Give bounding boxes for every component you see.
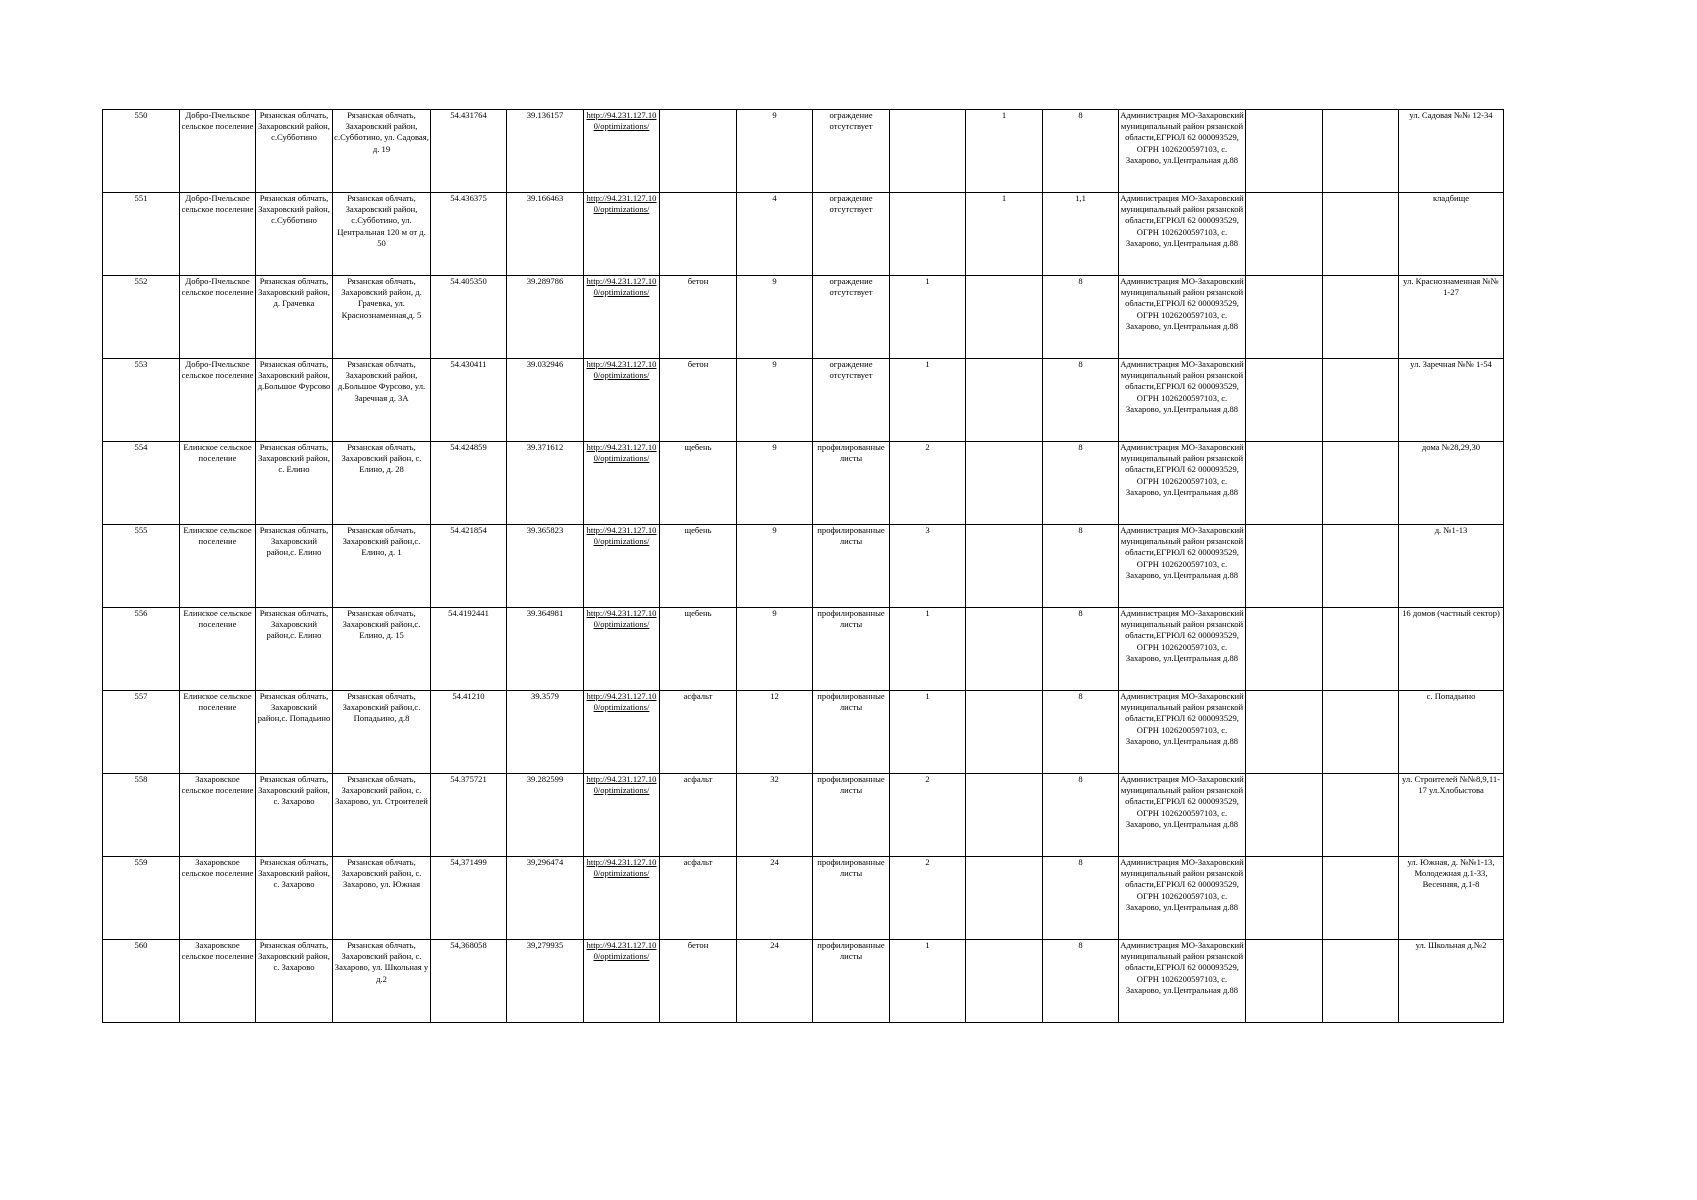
table-row [103,276,1504,359]
settlement-cell: Елинское сельское поселение [180,691,256,774]
settlement-cell: Добро-Пчельское сельское поселение [180,359,256,442]
link-cell [584,774,660,857]
bins-count-cell [966,857,1043,940]
settlement-cell: Добро-Пчельское сельское поселение [180,276,256,359]
optimizations-link[interactable]: http://94.231.127.10 0/optimizations/ [586,110,657,132]
longitude-cell: 39.136157 [507,110,584,193]
owner-cell: Администрация МО-Захаровский муниципальный район рязанской области,ЕГРЮЛ 62 000093529, ОГРН 1026200597103, с. Захарово, ул.Центральная д.88 [1119,940,1246,1023]
bins-count-cell [966,691,1043,774]
surface-cell: асфальт [660,774,737,857]
volume-cell: 8 [1043,276,1119,359]
row-number-cell: 556 [103,608,180,691]
bins-count-cell [966,940,1043,1023]
longitude-cell: 39.032946 [507,359,584,442]
table-row [103,525,1504,608]
locality-cell: Рязанская облчать, Захаровский район, с. Елино [256,442,333,525]
empty-cell [1246,110,1323,193]
containers-count-cell [890,193,966,276]
locality-cell: Рязанская облчать, Захаровский район,с. Попадьино [256,691,333,774]
bins-count-cell [966,276,1043,359]
containers-count-cell: 3 [890,525,966,608]
owner-cell: Администрация МО-Захаровский муниципальный район рязанской области,ЕГРЮЛ 62 000093529, ОГРН 1026200597103, с. Захарово, ул.Центральная д.88 [1119,691,1246,774]
area-cell: 12 [737,691,813,774]
empty-cell [1323,193,1399,276]
empty-cell [1246,608,1323,691]
latitude-cell: 54.431764 [431,110,507,193]
waste-sources-cell: ул. Строителей №№8,9,11-17 ул.Хлобыстова [1399,774,1504,857]
longitude-cell: 39,279935 [507,940,584,1023]
settlement-cell: Добро-Пчельское сельское поселение [180,193,256,276]
link-cell [584,442,660,525]
locality-cell: Рязанская облчать, Захаровский район,с. Елино [256,608,333,691]
link-cell [584,691,660,774]
latitude-cell: 54.430411 [431,359,507,442]
empty-cell [1323,276,1399,359]
owner-cell: Администрация МО-Захаровский муниципальный район рязанской области,ЕГРЮЛ 62 000093529, ОГРН 1026200597103, с. Захарово, ул.Центральная д.88 [1119,110,1246,193]
row-number-cell: 558 [103,774,180,857]
surface-cell: щебень [660,608,737,691]
longitude-cell: 39.289786 [507,276,584,359]
bins-count-cell: 1 [966,110,1043,193]
locality-cell: Рязанская облчать, Захаровский район, с. Захарово [256,857,333,940]
area-cell: 9 [737,359,813,442]
surface-cell: бетон [660,359,737,442]
latitude-cell: 54.4192441 [431,608,507,691]
optimizations-link[interactable]: http://94.231.127.10 0/optimizations/ [586,359,657,381]
bins-count-cell [966,608,1043,691]
address-cell: Рязанская облчать, Захаровский район, с. Елино, д. 28 [333,442,431,525]
latitude-cell: 54.41210 [431,691,507,774]
surface-cell: щебень [660,442,737,525]
owner-cell: Администрация МО-Захаровский муниципальный район рязанской области,ЕГРЮЛ 62 000093529, ОГРН 1026200597103, с. Захарово, ул.Центральная д.88 [1119,525,1246,608]
row-number-cell: 560 [103,940,180,1023]
latitude-cell: 54,371499 [431,857,507,940]
locality-cell: Рязанская облчать, Захаровский район, с. Захарово [256,774,333,857]
containers-count-cell: 1 [890,276,966,359]
surface-cell [660,110,737,193]
address-cell: Рязанская облчать, Захаровский район, с. Захарово, ул. Школьная у д.2 [333,940,431,1023]
settlement-cell: Елинское сельское поселение [180,442,256,525]
owner-cell: Администрация МО-Захаровский муниципальный район рязанской области,ЕГРЮЛ 62 000093529, ОГРН 1026200597103, с. Захарово, ул.Центральная д.88 [1119,442,1246,525]
fence-cell: профилированные листы [813,442,890,525]
longitude-cell: 39.371612 [507,442,584,525]
table-row [103,691,1504,774]
settlement-cell: Захаровское сельское поселение [180,940,256,1023]
table-row [103,442,1504,525]
area-cell: 24 [737,857,813,940]
fence-cell: профилированные листы [813,940,890,1023]
empty-cell [1246,774,1323,857]
address-cell: Рязанская облчать, Захаровский район, с.Субботино, ул. Центральная 120 м от д. 50 [333,193,431,276]
empty-cell [1246,940,1323,1023]
longitude-cell: 39.365823 [507,525,584,608]
area-cell: 4 [737,193,813,276]
row-number-cell: 551 [103,193,180,276]
fence-cell: профилированные листы [813,691,890,774]
owner-cell: Администрация МО-Захаровский муниципальный район рязанской области,ЕГРЮЛ 62 000093529, ОГРН 1026200597103, с. Захарово, ул.Центральная д.88 [1119,193,1246,276]
locality-cell: Рязанская облчать, Захаровский район, д. Грачевка [256,276,333,359]
volume-cell: 8 [1043,857,1119,940]
address-cell: Рязанская облчать, Захаровский район,с. Попадьино, д.8 [333,691,431,774]
settlement-cell: Елинское сельское поселение [180,608,256,691]
owner-cell: Администрация МО-Захаровский муниципальный район рязанской области,ЕГРЮЛ 62 000093529, ОГРН 1026200597103, с. Захарово, ул.Центральная д.88 [1119,608,1246,691]
address-cell: Рязанская облчать, Захаровский район, с. Захарово, ул. Строителей [333,774,431,857]
empty-cell [1323,525,1399,608]
empty-cell [1246,691,1323,774]
volume-cell: 8 [1043,940,1119,1023]
address-cell: Рязанская облчать, Захаровский район,с. Елино, д. 1 [333,525,431,608]
latitude-cell: 54.436375 [431,193,507,276]
containers-count-cell: 2 [890,442,966,525]
table-row [103,193,1504,276]
empty-cell [1323,857,1399,940]
surface-cell [660,193,737,276]
owner-cell: Администрация МО-Захаровский муниципальный район рязанской области,ЕГРЮЛ 62 000093529, ОГРН 1026200597103, с. Захарово, ул.Центральная д.88 [1119,359,1246,442]
link-cell [584,193,660,276]
optimizations-link[interactable]: http://94.231.127.10 0/optimizations/ [586,857,657,879]
containers-count-cell: 1 [890,691,966,774]
fence-cell: профилированные листы [813,857,890,940]
table-row [103,774,1504,857]
empty-cell [1246,442,1323,525]
area-cell: 9 [737,442,813,525]
volume-cell: 8 [1043,110,1119,193]
containers-count-cell: 1 [890,940,966,1023]
latitude-cell: 54,368058 [431,940,507,1023]
link-cell [584,276,660,359]
surface-cell: бетон [660,276,737,359]
fence-cell: ограждение отсутствует [813,359,890,442]
longitude-cell: 39.3579 [507,691,584,774]
empty-cell [1246,276,1323,359]
empty-cell [1246,525,1323,608]
waste-sites-table [102,109,1504,1023]
surface-cell: асфальт [660,691,737,774]
volume-cell: 8 [1043,774,1119,857]
volume-cell: 8 [1043,525,1119,608]
longitude-cell: 39.166463 [507,193,584,276]
waste-sources-cell: с. Попадьино [1399,691,1504,774]
bins-count-cell [966,525,1043,608]
settlement-cell: Захаровское сельское поселение [180,857,256,940]
latitude-cell: 54.421854 [431,525,507,608]
link-cell [584,940,660,1023]
link-cell [584,857,660,940]
empty-cell [1246,857,1323,940]
empty-cell [1323,110,1399,193]
waste-sources-cell: 16 домов (частный сектор) [1399,608,1504,691]
address-cell: Рязанская облчать, Захаровский район, с.Субботино, ул. Садовая, д. 19 [333,110,431,193]
containers-count-cell: 1 [890,608,966,691]
waste-sources-cell: кладбище [1399,193,1504,276]
surface-cell: асфальт [660,857,737,940]
bins-count-cell [966,774,1043,857]
row-number-cell: 550 [103,110,180,193]
locality-cell: Рязанская облчать, Захаровский район,с. Елино [256,525,333,608]
empty-cell [1323,442,1399,525]
optimizations-link[interactable]: http://94.231.127.10 0/optimizations/ [586,940,657,962]
bins-count-cell: 1 [966,193,1043,276]
longitude-cell: 39,296474 [507,857,584,940]
fence-cell: профилированные листы [813,525,890,608]
owner-cell: Администрация МО-Захаровский муниципальный район рязанской области,ЕГРЮЛ 62 000093529, ОГРН 1026200597103, с. Захарово, ул.Центральная д.88 [1119,276,1246,359]
row-number-cell: 557 [103,691,180,774]
area-cell: 9 [737,525,813,608]
settlement-cell: Добро-Пчельское сельское поселение [180,110,256,193]
latitude-cell: 54.405350 [431,276,507,359]
optimizations-link[interactable]: http://94.231.127.10 0/optimizations/ [586,442,657,464]
longitude-cell: 39.282599 [507,774,584,857]
row-number-cell: 559 [103,857,180,940]
locality-cell: Рязанская облчать, Захаровский район, д.Большое Фурсово [256,359,333,442]
address-cell: Рязанская облчать, Захаровский район, с. Захарово, ул. Южная [333,857,431,940]
table-row [103,940,1504,1023]
volume-cell: 8 [1043,608,1119,691]
bins-count-cell [966,359,1043,442]
empty-cell [1323,940,1399,1023]
empty-cell [1246,193,1323,276]
optimizations-link[interactable]: http://94.231.127.10 0/optimizations/ [586,525,657,547]
table-row [103,608,1504,691]
waste-sources-cell: дома №28,29,30 [1399,442,1504,525]
table-row [103,359,1504,442]
empty-cell [1323,608,1399,691]
settlement-cell: Захаровское сельское поселение [180,774,256,857]
containers-count-cell: 1 [890,359,966,442]
bins-count-cell [966,442,1043,525]
volume-cell: 8 [1043,359,1119,442]
area-cell: 9 [737,110,813,193]
latitude-cell: 54.375721 [431,774,507,857]
row-number-cell: 552 [103,276,180,359]
optimizations-link[interactable]: http://94.231.127.10 0/optimizations/ [586,774,657,796]
address-cell: Рязанская облчать, Захаровский район, д. Грачевка, ул. Краснознаменная,д. 5 [333,276,431,359]
fence-cell: ограждение отсутствует [813,193,890,276]
waste-sources-cell: ул. Садовая №№ 12-34 [1399,110,1504,193]
fence-cell: ограждение отсутствует [813,110,890,193]
latitude-cell: 54.424859 [431,442,507,525]
area-cell: 32 [737,774,813,857]
optimizations-link[interactable]: http://94.231.127.10 0/optimizations/ [586,276,657,298]
volume-cell: 8 [1043,442,1119,525]
settlement-cell: Елинское сельское поселение [180,525,256,608]
link-cell [584,608,660,691]
fence-cell: профилированные листы [813,774,890,857]
waste-sources-cell: ул. Школьная д.№2 [1399,940,1504,1023]
empty-cell [1323,774,1399,857]
area-cell: 9 [737,276,813,359]
link-cell [584,110,660,193]
owner-cell: Администрация МО-Захаровский муниципальный район рязанской области,ЕГРЮЛ 62 000093529, ОГРН 1026200597103, с. Захарово, ул.Центральная д.88 [1119,774,1246,857]
surface-cell: бетон [660,940,737,1023]
row-number-cell: 554 [103,442,180,525]
row-number-cell: 555 [103,525,180,608]
fence-cell: ограждение отсутствует [813,276,890,359]
containers-count-cell: 2 [890,857,966,940]
containers-count-cell [890,110,966,193]
containers-count-cell: 2 [890,774,966,857]
waste-sources-cell: ул. Краснознаменная №№ 1-27 [1399,276,1504,359]
link-cell [584,525,660,608]
waste-sources-cell: ул. Заречная №№ 1-54 [1399,359,1504,442]
locality-cell: Рязанская облчать, Захаровский район, с. Захарово [256,940,333,1023]
table-row [103,110,1504,193]
optimizations-link[interactable]: http://94.231.127.10 0/optimizations/ [586,193,657,215]
row-number-cell: 553 [103,359,180,442]
optimizations-link[interactable]: http://94.231.127.10 0/optimizations/ [586,691,657,713]
waste-sources-cell: ул. Южная, д. №№1-13, Молодежная д.1-33, Весенняя, д.1-8 [1399,857,1504,940]
link-cell [584,359,660,442]
owner-cell: Администрация МО-Захаровский муниципальный район рязанской области,ЕГРЮЛ 62 000093529, ОГРН 1026200597103, с. Захарово, ул.Центральная д.88 [1119,857,1246,940]
table-row [103,857,1504,940]
surface-cell: щебень [660,525,737,608]
waste-sources-cell: д. №1-13 [1399,525,1504,608]
area-cell: 24 [737,940,813,1023]
empty-cell [1323,359,1399,442]
volume-cell: 1,1 [1043,193,1119,276]
address-cell: Рязанская облчать, Захаровский район, д.Большое Фурсово, ул. Заречная д. 3А [333,359,431,442]
locality-cell: Рязанская облчать, Захаровский район, с.Субботино [256,193,333,276]
document-page [102,109,1499,1023]
address-cell: Рязанская облчать, Захаровский район,с. Елино, д. 15 [333,608,431,691]
volume-cell: 8 [1043,691,1119,774]
optimizations-link[interactable]: http://94.231.127.10 0/optimizations/ [586,608,657,630]
empty-cell [1323,691,1399,774]
fence-cell: профилированные листы [813,608,890,691]
longitude-cell: 39.364981 [507,608,584,691]
empty-cell [1246,359,1323,442]
locality-cell: Рязанская облчать, Захаровский район, с.Субботино [256,110,333,193]
area-cell: 9 [737,608,813,691]
